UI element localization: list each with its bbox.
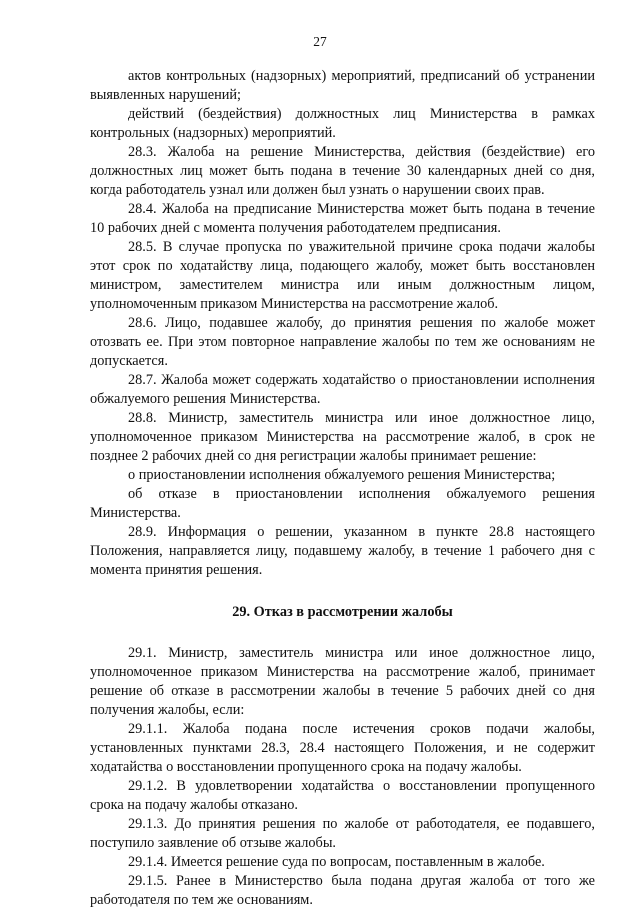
paragraph-29-1-2: 29.1.2. В удовлетворении ходатайства о восстановлении пропущенного срока на подачу жалобы отказано. <box>90 778 595 813</box>
paragraph-refusal-suspension: об отказе в приостановлении исполнения обжалуемого решения Министерства. <box>90 486 595 521</box>
paragraph-28-4: 28.4. Жалоба на предписание Министерства может быть подана в течение 10 рабочих дней с момента получения работодателем предписания. <box>90 201 595 236</box>
paragraph-28-8: 28.8. Министр, заместитель министра или иное должностное лицо, уполномоченное приказом Министерства на рассмотрение жалоб, в срок не позднее 2 рабочих дней со дня регистрации жалобы принимает решение: <box>90 410 595 464</box>
paragraph-actions: действий (бездействия) должностных лиц Министерства в рамках контрольных (надзорных) мероприятий. <box>90 106 595 141</box>
paragraph-suspension: о приостановлении исполнения обжалуемого решения Министерства; <box>128 467 556 483</box>
paragraph-29-1-3: 29.1.3. До принятия решения по жалобе от работодателя, ее подавшего, поступило заявление об отзыве жалобы. <box>90 816 595 851</box>
paragraph-28-3: 28.3. Жалоба на решение Министерства, действия (бездействие) его должностных лиц может быть подана в течение 30 календарных дней со дня, когда работодатель узнал или должен был узнать о нарушении своих прав. <box>90 144 595 198</box>
section-heading: 29. Отказ в рассмотрении жалобы <box>232 604 453 620</box>
paragraph-28-5: 28.5. В случае пропуска по уважительной причине срока подачи жалобы этот срок по ходатайству лица, подающего жалобу, может быть восстановлен министром, заместителем министра или иным должностным лицом, уполномоченным приказом Министерства на рассмотрение жалоб. <box>90 239 595 312</box>
paragraph-29-1-4: 29.1.4. Имеется решение суда по вопросам, поставленным в жалобе. <box>128 854 545 870</box>
paragraph-29-1: 29.1. Министр, заместитель министра или иное должностное лицо, уполномоченное приказом Министерства на рассмотрение жалоб, принимает решение об отказе в рассмотрении жалобы в течение 5 рабочих дней со дня получения жалобы, если: <box>90 645 595 718</box>
document-body <box>90 67 595 910</box>
paragraph-29-1-5: 29.1.5. Ранее в Министерство была подана другая жалоба от того же работодателя по тем же основаниям. <box>90 873 595 908</box>
page-number: 27 <box>313 34 327 49</box>
paragraph-28-9: 28.9. Информация о решении, указанном в пункте 28.8 настоящего Положения, направляется лицу, подавшему жалобу, в течение 1 рабочего дня с момента принятия решения. <box>90 524 595 578</box>
paragraph-28-7: 28.7. Жалоба может содержать ходатайство о приостановлении исполнения обжалуемого решения Министерства. <box>90 372 595 407</box>
paragraph-acts: актов контрольных (надзорных) мероприятий, предписаний об устранении выявленных нарушений; <box>90 68 595 103</box>
paragraph-28-6: 28.6. Лицо, подавшее жалобу, до принятия решения по жалобе может отозвать ее. При этом повторное направление жалобы по тем же основаниям не допускается. <box>90 315 595 369</box>
paragraph-29-1-1: 29.1.1. Жалоба подана после истечения сроков подачи жалобы, установленных пунктами 28.3, 28.4 настоящего Положения, и не содержит ходатайства о восстановлении пропущенного срока на подачу жалобы. <box>90 721 595 775</box>
